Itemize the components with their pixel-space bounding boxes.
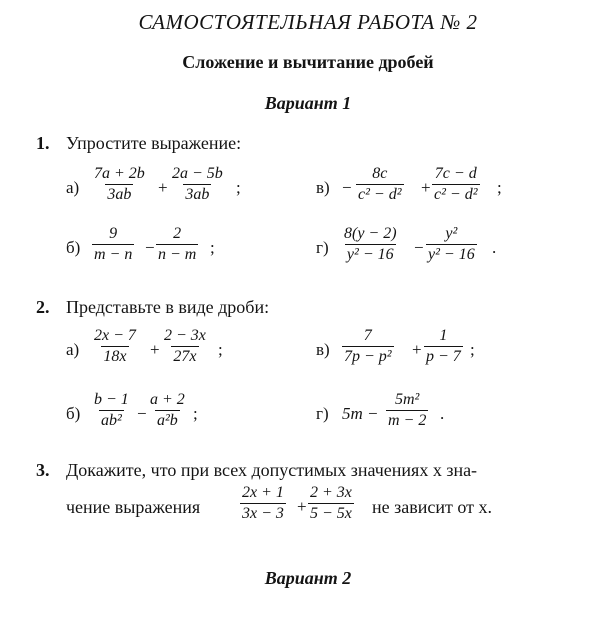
fraction bbox=[426, 224, 477, 265]
numerator: 8c bbox=[372, 165, 388, 182]
fraction bbox=[386, 390, 428, 431]
task-3-line2-prefix: чение выражения bbox=[66, 497, 201, 517]
denominator: 3ab bbox=[107, 186, 132, 203]
fraction bbox=[92, 390, 131, 431]
task-3-number: 3. bbox=[36, 460, 50, 480]
task-2a-label: а) bbox=[66, 340, 80, 359]
denominator: c² − d² bbox=[358, 186, 402, 203]
denominator: 3x − 3 bbox=[242, 505, 284, 522]
punctuation: ; bbox=[193, 404, 198, 423]
task-1-number: 1. bbox=[36, 133, 50, 153]
denominator: 7p − p² bbox=[344, 348, 392, 365]
task-2v-label: в) bbox=[316, 340, 330, 359]
task-1b-label: б) bbox=[66, 238, 81, 257]
task-2-number: 2. bbox=[36, 297, 50, 317]
fraction bbox=[170, 164, 225, 205]
task-1a-label: а) bbox=[66, 178, 80, 197]
fraction bbox=[308, 483, 354, 524]
numerator: 2 + 3x bbox=[310, 484, 352, 501]
fraction bbox=[342, 224, 399, 265]
task-3-line2-suffix: не зависит от x. bbox=[372, 497, 492, 517]
fraction bbox=[92, 326, 138, 367]
denominator: ab² bbox=[101, 412, 122, 429]
operator: + bbox=[297, 497, 307, 516]
denominator: 3ab bbox=[185, 186, 210, 203]
numerator: 2x + 1 bbox=[242, 484, 284, 501]
numerator: 2x − 7 bbox=[94, 327, 136, 344]
fraction bbox=[432, 164, 480, 205]
numerator: a + 2 bbox=[150, 391, 185, 408]
fraction bbox=[162, 326, 208, 367]
task-1v-label: в) bbox=[316, 178, 330, 197]
page-subtitle: Сложение и вычитание дробей bbox=[182, 52, 434, 72]
numerator: 7 bbox=[363, 327, 372, 344]
denominator: y² − 16 bbox=[346, 246, 394, 263]
fraction bbox=[92, 164, 147, 205]
task-2-text: Представьте в виде дроби: bbox=[66, 297, 270, 317]
task-2g-label: г) bbox=[316, 404, 329, 423]
fraction bbox=[424, 326, 463, 367]
operator: − bbox=[137, 404, 147, 423]
fraction bbox=[240, 483, 286, 524]
variant-1-heading: Вариант 1 bbox=[264, 93, 352, 113]
numerator: 7a + 2b bbox=[94, 165, 145, 182]
fraction bbox=[342, 326, 394, 367]
denominator: 18x bbox=[103, 348, 127, 365]
operator: − bbox=[414, 238, 424, 257]
punctuation: ; bbox=[218, 340, 223, 359]
denominator: y² − 16 bbox=[428, 246, 475, 263]
denominator: p − 7 bbox=[426, 348, 461, 365]
expression-prefix: 5m − bbox=[342, 404, 379, 423]
numerator: 7c − d bbox=[434, 165, 477, 182]
operator: + bbox=[158, 178, 168, 197]
denominator: 5 − 5x bbox=[310, 505, 352, 522]
punctuation: . bbox=[440, 404, 445, 423]
fraction bbox=[148, 390, 187, 431]
numerator: y² bbox=[445, 225, 458, 242]
punctuation: ; bbox=[497, 178, 502, 197]
variant-2-heading: Вариант 2 bbox=[264, 568, 352, 588]
denominator: m − n bbox=[94, 246, 133, 263]
numerator: b − 1 bbox=[94, 391, 129, 408]
page-title: САМОСТОЯТЕЛЬНАЯ РАБОТА № 2 bbox=[138, 10, 478, 34]
denominator: c² − d² bbox=[434, 186, 478, 203]
operator: − bbox=[342, 178, 352, 197]
task-1-text: Упростите выражение: bbox=[66, 133, 242, 153]
fraction bbox=[356, 164, 404, 205]
punctuation: . bbox=[492, 238, 497, 257]
numerator: 9 bbox=[109, 225, 118, 242]
punctuation: ; bbox=[210, 238, 215, 257]
operator: + bbox=[150, 340, 160, 359]
punctuation: ; bbox=[470, 340, 475, 359]
numerator: 8(y − 2) bbox=[344, 225, 397, 242]
denominator: 27x bbox=[173, 348, 197, 365]
numerator: 2a − 5b bbox=[172, 165, 223, 182]
numerator: 2 − 3x bbox=[164, 327, 206, 344]
task-2b-label: б) bbox=[66, 404, 81, 423]
task-1g-label: г) bbox=[316, 238, 329, 257]
task-3-line1: Докажите, что при всех допустимых значениях x зна- bbox=[66, 460, 478, 480]
operator: − bbox=[145, 238, 155, 257]
denominator: n − m bbox=[158, 246, 197, 263]
operator: + bbox=[412, 340, 422, 359]
fraction bbox=[156, 224, 198, 265]
fraction bbox=[92, 224, 134, 265]
punctuation: ; bbox=[236, 178, 241, 197]
numerator: 1 bbox=[439, 327, 448, 344]
numerator: 5m² bbox=[395, 391, 420, 408]
numerator: 2 bbox=[173, 225, 182, 242]
denominator: a²b bbox=[157, 412, 178, 429]
denominator: m − 2 bbox=[388, 412, 427, 429]
operator: + bbox=[421, 178, 431, 197]
